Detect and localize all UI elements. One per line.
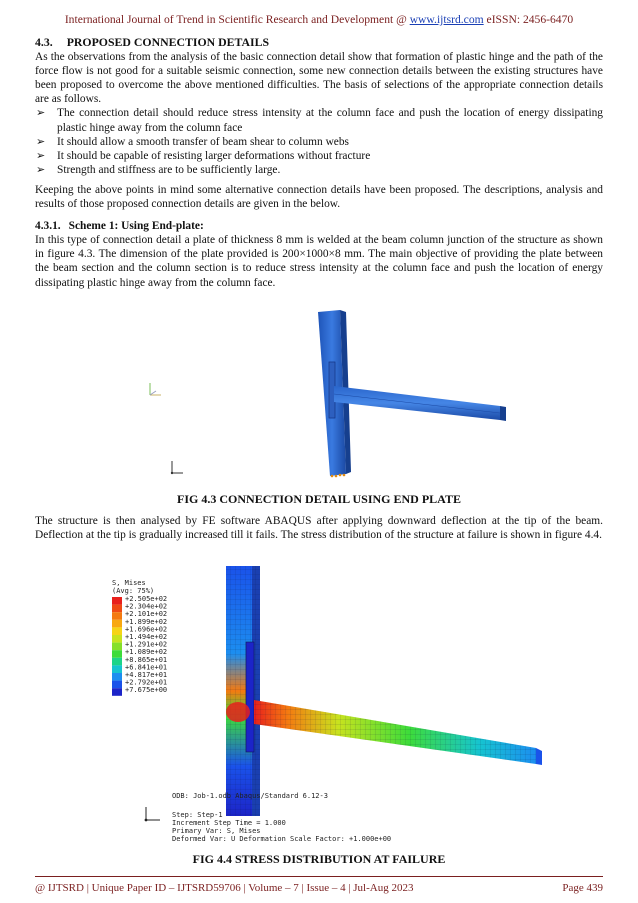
footer-citation: @ IJTSRD | Unique Paper ID – IJTSRD59706 | Volume – 7 | Issue – 4 | Jul-Aug 2023	[35, 882, 414, 894]
subsection-heading	[35, 219, 603, 233]
legend-swatch	[112, 620, 122, 628]
beam-member	[334, 386, 500, 420]
legend-value: +4.817e+01	[125, 671, 168, 679]
legend-subtitle: (Avg: 75%)	[112, 587, 155, 595]
info-line: Step: Step-1	[172, 811, 223, 819]
analysis-info	[172, 792, 391, 843]
header-text: International Journal of Trend in Scientific Research and Development @	[64, 13, 410, 26]
list-item-text: It should be capable of resisting larger deformations without fracture	[57, 149, 371, 162]
legend-swatch	[112, 627, 122, 635]
info-line: Deformed Var: U Deformation Scale Factor: +1.000e+00	[172, 835, 392, 843]
section-title: PROPOSED CONNECTION DETAILS	[66, 35, 270, 49]
legend-value: +1.089e+02	[125, 648, 168, 657]
legend-swatch	[112, 681, 122, 689]
legend-value: +2.101e+02	[125, 610, 168, 619]
analysis-paragraph: The structure is then analysed by FE software ABAQUS after applying downward deflection at the tip of the beam. Deflection at the tip is gradually increased till it fails. The stress distribution of the structure at failure is shown in figure 4.4.	[35, 515, 603, 542]
figure-4-4-caption: FIG 4.4 STRESS DISTRIBUTION AT FAILURE	[192, 852, 446, 866]
closing-paragraph: Keeping the above points in mind some alternative connection details have been proposed. The descriptions, analysis and results of those proposed connection details are given in the below.	[35, 183, 603, 211]
stress-legend	[112, 579, 167, 696]
legend-swatch	[112, 605, 122, 613]
legend-swatch	[112, 643, 122, 651]
legend-swatch	[112, 597, 122, 605]
figure-4-3-model	[0, 308, 638, 490]
scheme-paragraph: In this type of connection detail a plate of thickness 8 mm is welded at the beam column junction of the structure as shown in figure 4.3. The dimension of the plate provided is 200×1000×8 mm. The main objective of providing the plate between the beam section and the column section is to reduce stress intensity at the column face and push the location of energy dissipating plastic hinge away from the column face.	[35, 234, 603, 289]
criteria-list	[35, 106, 603, 176]
legend-value: +1.291e+02	[125, 640, 168, 649]
end-plate	[246, 642, 254, 752]
info-line: ODB: Job-1.odb Abaqus/Standard 6.12-3	[172, 792, 328, 800]
axis-triad-icon	[150, 383, 161, 395]
subsection-number: 4.3.1.	[35, 220, 61, 233]
page-number: Page 439	[562, 882, 603, 894]
figure-4-4-contour	[0, 564, 638, 850]
legend-swatch	[112, 650, 122, 658]
list-item	[35, 149, 603, 163]
arrow-bullet-icon: ➢	[36, 107, 46, 120]
intro-paragraph: As the observations from the analysis of the basic connection detail show that formation of plastic hinge and the path of the force flow is not good for a suitable seismic connection, some new connection details between the existing structures have been proposed to overcome the above mentioned difficulties. The basis of selections of the appropriate connection details are as follows.	[35, 51, 603, 106]
legend-swatch	[112, 673, 122, 681]
legend-swatch	[112, 635, 122, 643]
legend-swatch	[112, 612, 122, 620]
info-line: Increment Step Time = 1.000	[172, 819, 286, 827]
legend-value: +1.494e+02	[125, 633, 168, 641]
legend-value: +2.792e+01	[125, 678, 168, 687]
journal-header	[0, 13, 638, 26]
list-item-text: Strength and stiffness are to be sufficiently large.	[57, 163, 281, 176]
legend-swatch	[112, 658, 122, 666]
list-item	[35, 106, 603, 134]
article-body	[35, 35, 603, 290]
subsection-title: Scheme 1: Using End-plate:	[68, 220, 204, 233]
arrow-bullet-icon: ➢	[36, 135, 46, 148]
arrow-bullet-icon: ➢	[36, 149, 46, 162]
legend-swatch	[112, 665, 122, 673]
legend-value: +1.696e+02	[125, 625, 168, 634]
section-number: 4.3.	[35, 35, 53, 49]
list-item-text: It should allow a smooth transfer of beam shear to column webs	[57, 135, 349, 148]
legend-title: S, Mises	[112, 579, 146, 587]
legend-swatch	[112, 688, 122, 696]
section-heading	[35, 35, 603, 49]
legend-value: +7.675e+00	[125, 686, 168, 695]
legend-value: +8.865e+01	[125, 655, 168, 664]
footer-divider	[35, 876, 603, 877]
axis-triad-icon	[171, 461, 183, 474]
legend-value: +6.841e+01	[125, 663, 168, 672]
axis-triad-icon	[145, 807, 160, 821]
list-item	[35, 135, 603, 149]
journal-link[interactable]: www.ijtsrd.com	[409, 13, 484, 26]
legend-value: +2.505e+02	[125, 595, 168, 603]
arrow-bullet-icon: ➢	[36, 163, 46, 176]
list-item	[35, 163, 603, 177]
legend-value: +2.304e+02	[125, 602, 168, 611]
list-item-text: The connection detail should reduce stress intensity at the column face and push the location of energy dissipating plastic hinge away from the column face	[57, 107, 603, 134]
info-line: Primary Var: S, Mises	[172, 827, 261, 835]
header-issn: eISSN: 2456-6470	[483, 13, 574, 26]
legend-value: +1.899e+02	[125, 617, 168, 626]
figure-4-3-caption: FIG 4.3 CONNECTION DETAIL USING END PLATE	[177, 492, 461, 506]
